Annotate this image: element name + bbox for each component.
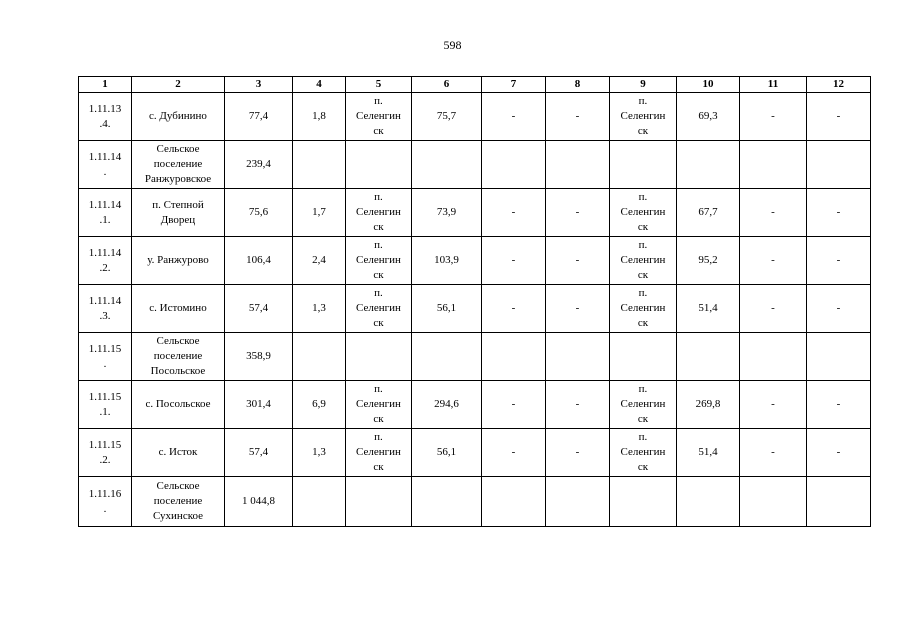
table-cell: 77,4: [225, 93, 293, 141]
table-row: [79, 237, 871, 285]
table-cell: [293, 141, 346, 189]
col-header: 1: [79, 77, 132, 93]
table-cell: 95,2: [677, 237, 740, 285]
table-cell: -: [482, 429, 546, 477]
table-cell: п. Селенгин ск: [610, 285, 677, 333]
table-cell: 301,4: [225, 381, 293, 429]
table-cell: с. Дубинино: [132, 93, 225, 141]
table-cell: п. Селенгин ск: [346, 381, 412, 429]
table-row: [79, 141, 871, 189]
table-cell: п. Селенгин ск: [346, 237, 412, 285]
table-row: [79, 381, 871, 429]
header-row: [79, 77, 871, 93]
table-cell: 56,1: [412, 285, 482, 333]
table-cell: [412, 141, 482, 189]
table-cell: -: [807, 237, 871, 285]
table-cell: 269,8: [677, 381, 740, 429]
table-cell: -: [807, 381, 871, 429]
table-cell: 51,4: [677, 429, 740, 477]
table-cell: с. Истомино: [132, 285, 225, 333]
table-cell: [546, 333, 610, 381]
table-cell: 103,9: [412, 237, 482, 285]
table-cell: [412, 477, 482, 527]
table-cell: 1.11.15 .: [79, 333, 132, 381]
table-cell: -: [482, 189, 546, 237]
table-cell: [740, 141, 807, 189]
table-cell: 57,4: [225, 285, 293, 333]
table-cell: п. Селенгин ск: [610, 381, 677, 429]
table-cell: 57,4: [225, 429, 293, 477]
table-cell: 1.11.15 .2.: [79, 429, 132, 477]
table-cell: 358,9: [225, 333, 293, 381]
page-number: 598: [443, 38, 462, 52]
table-row: [79, 477, 871, 527]
table-cell: п. Селенгин ск: [610, 93, 677, 141]
table-cell: [293, 333, 346, 381]
table-cell: -: [807, 93, 871, 141]
table-cell: п. Селенгин ск: [346, 189, 412, 237]
table-cell: -: [546, 429, 610, 477]
table-cell: -: [546, 237, 610, 285]
table-cell: [677, 141, 740, 189]
table-cell: -: [740, 189, 807, 237]
table-cell: 1.11.14 .: [79, 141, 132, 189]
table-cell: [740, 333, 807, 381]
table-cell: 1,3: [293, 429, 346, 477]
col-header: 12: [807, 77, 871, 93]
table-cell: -: [740, 93, 807, 141]
table-cell: -: [740, 285, 807, 333]
table-cell: -: [807, 189, 871, 237]
table-cell: -: [482, 237, 546, 285]
table-cell: [740, 477, 807, 527]
table-cell: 67,7: [677, 189, 740, 237]
table-cell: 1.11.16 .: [79, 477, 132, 527]
table-cell: -: [807, 429, 871, 477]
table-cell: [293, 477, 346, 527]
table-cell: [482, 333, 546, 381]
table-cell: [807, 141, 871, 189]
table-cell: 56,1: [412, 429, 482, 477]
table-cell: 1,7: [293, 189, 346, 237]
table-cell: у. Ранжурово: [132, 237, 225, 285]
table-cell: [482, 141, 546, 189]
col-header: 11: [740, 77, 807, 93]
table-cell: Сельское поселение Посольское: [132, 333, 225, 381]
table-cell: 1,8: [293, 93, 346, 141]
table-cell: 73,9: [412, 189, 482, 237]
table-cell: -: [740, 237, 807, 285]
table-row: [79, 189, 871, 237]
table-cell: [610, 141, 677, 189]
table-row: [79, 93, 871, 141]
table-cell: 69,3: [677, 93, 740, 141]
col-header: 6: [412, 77, 482, 93]
table-cell: 1.11.14 .3.: [79, 285, 132, 333]
col-header: 8: [546, 77, 610, 93]
table-cell: -: [740, 429, 807, 477]
table-cell: Сельское поселение Ранжуровское: [132, 141, 225, 189]
table-cell: 294,6: [412, 381, 482, 429]
col-header: 4: [293, 77, 346, 93]
table-cell: 51,4: [677, 285, 740, 333]
table-cell: п. Степной Дворец: [132, 189, 225, 237]
table-cell: 1.11.14 .2.: [79, 237, 132, 285]
col-header: 7: [482, 77, 546, 93]
table-cell: 1,3: [293, 285, 346, 333]
table-cell: п. Селенгин ск: [346, 285, 412, 333]
table-cell: [482, 477, 546, 527]
col-header: 10: [677, 77, 740, 93]
table-cell: -: [807, 285, 871, 333]
table-cell: 1.11.14 .1.: [79, 189, 132, 237]
table-cell: -: [546, 381, 610, 429]
table-body: [79, 93, 871, 527]
table-cell: [346, 477, 412, 527]
col-header: 2: [132, 77, 225, 93]
table-cell: п. Селенгин ск: [346, 429, 412, 477]
table-cell: [677, 477, 740, 527]
table-cell: [346, 333, 412, 381]
table-row: [79, 333, 871, 381]
table-cell: с. Посольское: [132, 381, 225, 429]
table-cell: -: [482, 285, 546, 333]
table-cell: п. Селенгин ск: [610, 189, 677, 237]
table-cell: [546, 477, 610, 527]
table-row: [79, 285, 871, 333]
table-cell: [610, 477, 677, 527]
table-cell: -: [482, 93, 546, 141]
table-cell: п. Селенгин ск: [346, 93, 412, 141]
table-cell: [677, 333, 740, 381]
table-cell: 2,4: [293, 237, 346, 285]
table-cell: [346, 141, 412, 189]
table-cell: -: [740, 381, 807, 429]
col-header: 5: [346, 77, 412, 93]
table-cell: 239,4: [225, 141, 293, 189]
table-cell: 1.11.13 .4.: [79, 93, 132, 141]
table-cell: п. Селенгин ск: [610, 429, 677, 477]
table-cell: [610, 333, 677, 381]
col-header: 3: [225, 77, 293, 93]
table-cell: [412, 333, 482, 381]
table-cell: 75,7: [412, 93, 482, 141]
table-row: [79, 429, 871, 477]
table-cell: п. Селенгин ск: [610, 237, 677, 285]
table-cell: с. Исток: [132, 429, 225, 477]
table-cell: -: [546, 285, 610, 333]
table-cell: 1 044,8: [225, 477, 293, 527]
table-cell: [807, 333, 871, 381]
table-cell: [807, 477, 871, 527]
table-cell: -: [546, 189, 610, 237]
table-cell: [546, 141, 610, 189]
table-cell: 6,9: [293, 381, 346, 429]
col-header: 9: [610, 77, 677, 93]
table-cell: Сельское поселение Сухинское: [132, 477, 225, 527]
table-cell: 75,6: [225, 189, 293, 237]
table-cell: 1.11.15 .1.: [79, 381, 132, 429]
table-cell: -: [546, 93, 610, 141]
table-cell: -: [482, 381, 546, 429]
data-table: [78, 76, 871, 527]
table-cell: 106,4: [225, 237, 293, 285]
